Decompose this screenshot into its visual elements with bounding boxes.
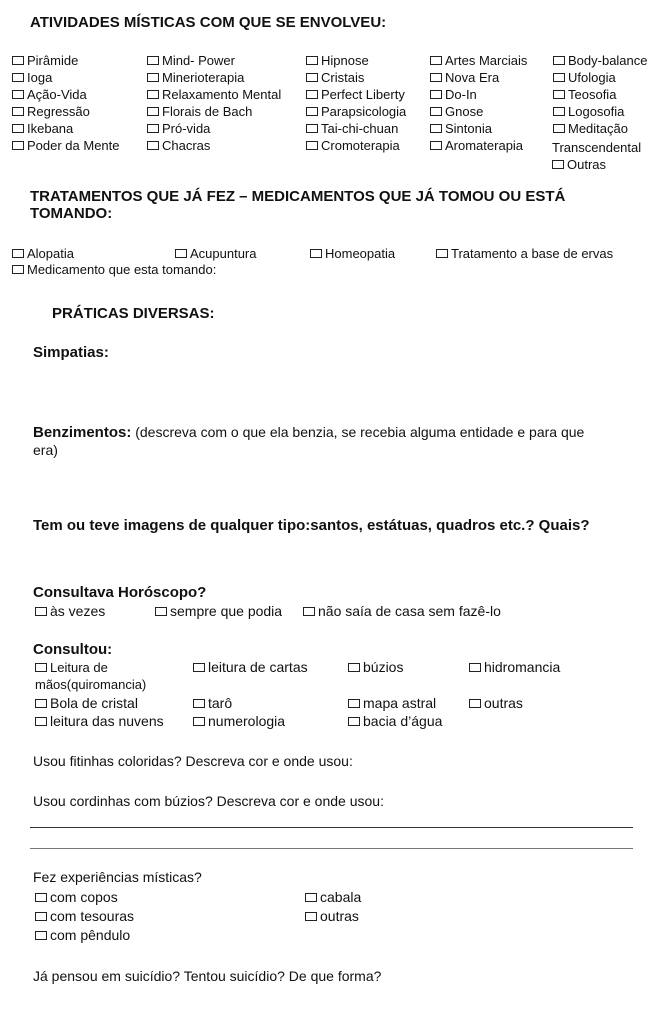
section-title-treatments-line2: TOMANDO: — [30, 205, 113, 222]
checkbox-outras-consultou[interactable] — [469, 695, 523, 712]
activities-column — [12, 52, 120, 154]
label-horoscopo: Consultava Horóscopo? — [33, 584, 207, 601]
activities-column — [147, 52, 281, 154]
option-label: hidromancia — [484, 659, 561, 675]
option-label: mapa astral — [363, 695, 437, 711]
activity-checkbox[interactable] — [306, 52, 406, 69]
checkbox-homeopatia[interactable] — [310, 245, 395, 262]
checkbox-bola-de-cristal[interactable] — [35, 695, 138, 712]
checkbox-icon[interactable] — [147, 56, 159, 65]
activity-checkbox[interactable] — [553, 86, 648, 103]
option-label: bacia d’água — [363, 713, 443, 729]
activity-label: Artes Marciais — [445, 53, 528, 68]
question-suicidio: Já pensou em suicídio? Tentou suicídio? De que forma? — [33, 968, 382, 984]
section-title-mystic-activities: ATIVIDADES MÍSTICAS COM QUE SE ENVOLVEU: — [30, 14, 387, 31]
checkbox-icon[interactable] — [305, 912, 317, 921]
checkbox-icon[interactable] — [35, 931, 47, 940]
checkbox-outras-experiencias[interactable] — [305, 908, 359, 925]
section-title-practices: PRÁTICAS DIVERSAS: — [52, 305, 215, 322]
checkbox-icon[interactable] — [305, 893, 317, 902]
activity-label: Regressão — [27, 104, 90, 119]
checkbox-ervas[interactable] — [436, 245, 613, 262]
checkbox-icon[interactable] — [12, 107, 24, 116]
activity-label: Do-In — [445, 87, 477, 102]
checkbox-icon[interactable] — [147, 90, 159, 99]
checkbox-icon[interactable] — [430, 124, 442, 133]
checkbox-icon[interactable] — [12, 73, 24, 82]
checkbox-icon[interactable] — [552, 160, 564, 169]
label-benzimentos: Benzimentos: — [33, 424, 132, 441]
checkbox-icon[interactable] — [193, 699, 205, 708]
activity-label: Hipnose — [321, 53, 369, 68]
activity-checkbox[interactable] — [147, 86, 281, 103]
activity-label: Logosofia — [568, 104, 625, 119]
question-fitinhas: Usou fitinhas coloridas? Descreva cor e onde usou: — [33, 753, 353, 769]
checkbox-com-tesouras[interactable] — [35, 908, 134, 925]
option-label: Outras — [567, 157, 607, 172]
activities-column — [430, 52, 527, 154]
benzimentos-description-line2: era) — [33, 442, 58, 458]
activity-checkbox[interactable] — [147, 120, 281, 137]
activity-checkbox[interactable] — [306, 69, 406, 86]
activity-checkbox[interactable] — [306, 86, 406, 103]
checkbox-alopatia[interactable] — [12, 245, 74, 262]
label-simpatias: Simpatias: — [33, 344, 109, 361]
checkbox-icon[interactable] — [310, 249, 322, 258]
checkbox-icon[interactable] — [147, 107, 159, 116]
checkbox-icon[interactable] — [147, 124, 159, 133]
activity-label: Ikebana — [27, 121, 74, 136]
checkbox-icon[interactable] — [147, 73, 159, 82]
label-imagens: Tem ou teve imagens de qualquer tipo:santos, estátuas, quadros etc.? Quais? — [33, 517, 590, 534]
activity-checkbox[interactable] — [12, 120, 120, 137]
activity-checkbox[interactable] — [147, 52, 281, 69]
checkbox-icon[interactable] — [35, 912, 47, 921]
checkbox-icon[interactable] — [553, 73, 565, 82]
option-label: com tesouras — [50, 908, 135, 924]
checkbox-taro[interactable] — [193, 695, 232, 712]
option-label: Alopatia — [27, 246, 74, 261]
checkbox-icon[interactable] — [306, 107, 318, 116]
checkbox-cabala[interactable] — [305, 889, 361, 906]
option-label-quiromancia: mãos(quiromancia) — [35, 677, 147, 692]
activity-label: Florais de Bach — [162, 104, 253, 119]
activity-checkbox[interactable] — [147, 69, 281, 86]
activity-label: Meditação — [568, 121, 628, 136]
option-label: Acupuntura — [190, 246, 257, 261]
checkbox-icon[interactable] — [430, 107, 442, 116]
option-label: búzios — [363, 659, 404, 675]
checkbox-icon[interactable] — [430, 56, 442, 65]
activity-label: Body-balance — [568, 53, 648, 68]
activity-label: Relaxamento Mental — [162, 87, 282, 102]
checkbox-icon[interactable] — [35, 699, 47, 708]
answer-line[interactable] — [30, 827, 633, 828]
checkbox-icon[interactable] — [348, 663, 360, 672]
activity-label: Perfect Liberty — [321, 87, 405, 102]
checkbox-bacia-dagua[interactable] — [348, 713, 442, 730]
activity-checkbox[interactable] — [430, 103, 527, 120]
checkbox-leitura-de-cartas[interactable] — [193, 659, 308, 676]
checkbox-com-copos[interactable] — [35, 889, 118, 906]
activity-label: Teosofia — [568, 87, 617, 102]
activity-label: Chacras — [162, 138, 211, 153]
label-benzimentos-line1 — [33, 424, 584, 441]
option-label: Bola de cristal — [50, 695, 138, 711]
checkbox-icon[interactable] — [12, 56, 24, 65]
checkbox-icon[interactable] — [436, 249, 448, 258]
checkbox-icon[interactable] — [12, 249, 24, 258]
activity-label: Ioga — [27, 70, 53, 85]
activity-checkbox[interactable] — [430, 86, 527, 103]
activity-checkbox[interactable] — [147, 137, 281, 154]
checkbox-icon[interactable] — [306, 124, 318, 133]
section-title-treatments-line1: TRATAMENTOS QUE JÁ FEZ – MEDICAMENTOS QUE JÁ TOMOU OU ESTÁ — [30, 188, 566, 205]
checkbox-icon[interactable] — [306, 73, 318, 82]
option-label: não saía de casa sem fazê-lo — [318, 603, 501, 619]
activity-checkbox[interactable] — [12, 69, 120, 86]
checkbox-icon[interactable] — [553, 56, 565, 65]
activity-label: Pró-vida — [162, 121, 211, 136]
checkbox-icon[interactable] — [348, 699, 360, 708]
checkbox-icon[interactable] — [348, 717, 360, 726]
option-label: numerologia — [208, 713, 286, 729]
activity-checkbox[interactable] — [12, 103, 120, 120]
activity-label: Minerioterapia — [162, 70, 245, 85]
option-label: Leitura de — [50, 660, 108, 675]
activities-column — [306, 52, 406, 154]
activity-label: Aromaterapia — [445, 138, 524, 153]
checkbox-icon[interactable] — [469, 699, 481, 708]
activity-label: Nova Era — [445, 70, 500, 85]
activity-checkbox[interactable] — [12, 86, 120, 103]
checkbox-icon[interactable] — [35, 893, 47, 902]
checkbox-icon[interactable] — [175, 249, 187, 258]
checkbox-sempre-que-podia[interactable] — [155, 603, 282, 620]
checkbox-icon[interactable] — [303, 607, 315, 616]
checkbox-icon[interactable] — [430, 90, 442, 99]
option-label: Medicamento que esta tomando: — [27, 262, 217, 277]
checkbox-icon[interactable] — [12, 265, 24, 274]
checkbox-buzios[interactable] — [348, 659, 403, 676]
question-experiencias: Fez experiências místicas? — [33, 869, 202, 885]
checkbox-icon[interactable] — [306, 90, 318, 99]
label-consultou: Consultou: — [33, 641, 113, 658]
option-label: outras — [320, 908, 359, 924]
benzimentos-description: (descreva com o que ela benzia, se recebia alguma entidade e para que — [131, 424, 585, 440]
activities-column — [553, 52, 648, 137]
activity-label: Cromoterapia — [321, 138, 400, 153]
activity-checkbox[interactable] — [430, 69, 527, 86]
question-cordinhas: Usou cordinhas com búzios? Descreva cor e onde usou: — [33, 793, 384, 809]
checkbox-hidromancia[interactable] — [469, 659, 560, 676]
checkbox-icon[interactable] — [35, 717, 47, 726]
option-label: às vezes — [50, 603, 106, 619]
checkbox-icon[interactable] — [12, 124, 24, 133]
checkbox-icon[interactable] — [553, 107, 565, 116]
checkbox-icon[interactable] — [430, 141, 442, 150]
checkbox-nao-saia-de-casa[interactable] — [303, 603, 501, 620]
activity-checkbox[interactable] — [306, 137, 406, 154]
activity-checkbox[interactable] — [147, 103, 281, 120]
checkbox-icon[interactable] — [12, 90, 24, 99]
checkbox-icon[interactable] — [553, 90, 565, 99]
checkbox-medicamento[interactable] — [12, 261, 216, 278]
option-label: com copos — [50, 889, 118, 905]
checkbox-leitura-das-nuvens[interactable] — [35, 713, 164, 730]
checkbox-icon[interactable] — [553, 124, 565, 133]
activity-label: Tai-chi-chuan — [321, 121, 399, 136]
checkbox-leitura-de-maos[interactable] — [35, 659, 108, 676]
checkbox-com-pendulo[interactable] — [35, 927, 130, 944]
answer-line[interactable] — [30, 848, 633, 849]
activity-checkbox[interactable] — [553, 69, 648, 86]
checkbox-icon[interactable] — [147, 141, 159, 150]
option-label: sempre que podia — [170, 603, 283, 619]
option-label: leitura de cartas — [208, 659, 308, 675]
activity-checkbox[interactable] — [12, 52, 120, 69]
checkbox-icon[interactable] — [35, 607, 47, 616]
checkbox-icon[interactable] — [306, 141, 318, 150]
checkbox-mapa-astral[interactable] — [348, 695, 436, 712]
option-label: Tratamento a base de ervas — [451, 246, 614, 261]
checkbox-outras[interactable] — [552, 156, 606, 173]
activity-label: Mind- Power — [162, 53, 235, 68]
checkbox-icon[interactable] — [35, 663, 47, 672]
activity-label: Gnose — [445, 104, 484, 119]
option-label: leitura das nuvens — [50, 713, 164, 729]
checkbox-acupuntura[interactable] — [175, 245, 257, 262]
option-label: com pêndulo — [50, 927, 131, 943]
checkbox-icon[interactable] — [155, 607, 167, 616]
activity-checkbox[interactable] — [553, 103, 648, 120]
checkbox-numerologia[interactable] — [193, 713, 285, 730]
activity-label: Ação-Vida — [27, 87, 87, 102]
activity-checkbox[interactable] — [430, 120, 527, 137]
checkbox-icon[interactable] — [306, 56, 318, 65]
activity-checkbox[interactable] — [553, 52, 648, 69]
option-label-transcendental: Transcendental — [552, 140, 642, 155]
option-label: tarô — [208, 695, 233, 711]
activity-checkbox[interactable] — [430, 137, 527, 154]
checkbox-icon[interactable] — [193, 663, 205, 672]
option-label: outras — [484, 695, 523, 711]
option-label: Homeopatia — [325, 246, 396, 261]
activity-label: Parapsicologia — [321, 104, 407, 119]
activity-label: Sintonia — [445, 121, 492, 136]
activity-checkbox[interactable] — [306, 103, 406, 120]
checkbox-as-vezes[interactable] — [35, 603, 105, 620]
activity-label: Cristais — [321, 70, 365, 85]
activity-checkbox[interactable] — [12, 137, 120, 154]
activity-label: Poder da Mente — [27, 138, 120, 153]
checkbox-icon[interactable] — [430, 73, 442, 82]
activity-checkbox[interactable] — [553, 120, 648, 137]
activity-checkbox[interactable] — [430, 52, 527, 69]
checkbox-icon[interactable] — [12, 141, 24, 150]
activity-label: Pirâmide — [27, 53, 79, 68]
option-label: cabala — [320, 889, 362, 905]
checkbox-icon[interactable] — [469, 663, 481, 672]
activity-label: Ufologia — [568, 70, 616, 85]
activity-checkbox[interactable] — [306, 120, 406, 137]
checkbox-icon[interactable] — [193, 717, 205, 726]
